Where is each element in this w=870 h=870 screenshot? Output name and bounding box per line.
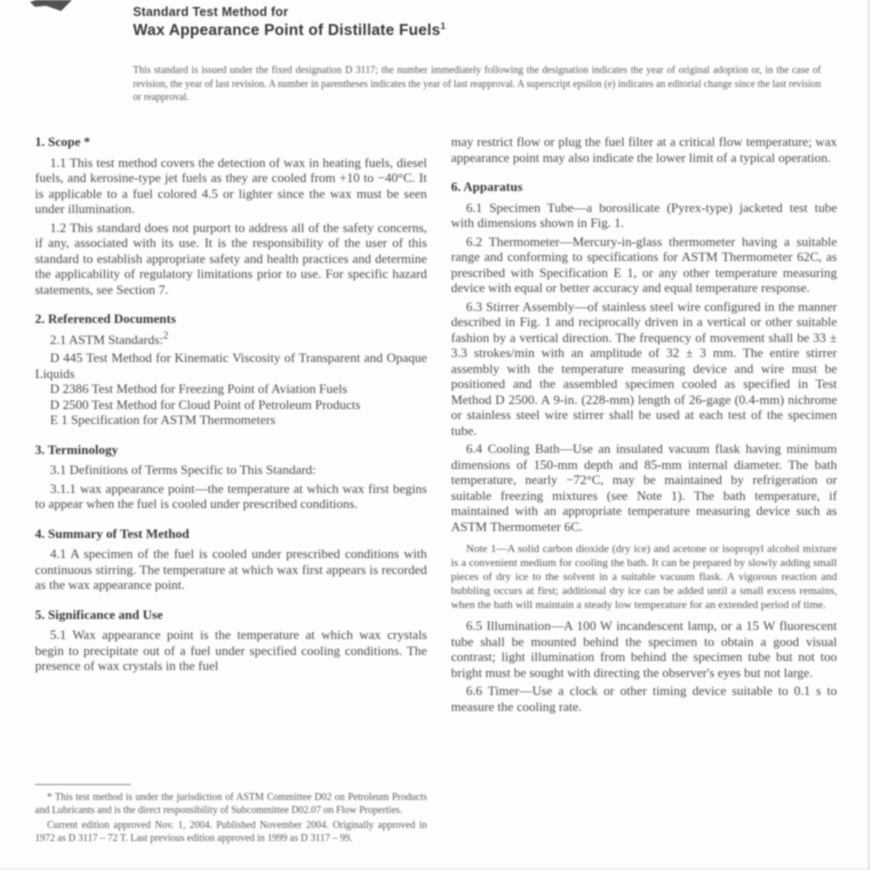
paragraph-6-6: 6.6 Timer—Use a clock or other timing device suitable to 0.1 s to measure the cooling rate. (451, 683, 837, 714)
astm-standards-label: 2.1 ASTM Standards: (50, 331, 164, 347)
reference-item-d2500: D 2500 Test Method for Cloud Point of Petroleum Products (50, 396, 361, 412)
paragraph-6-4: 6.4 Cooling Bath—Use an insulated vacuum flask having minimum dimensions of 150-mm depth and 85-mm internal diameter. The bath temperature, nearly −72°C, may be maintained by refrigeration or suitable freezing mixtures (see Note 1). The bath temperature, if maintained with an appropriate temperature measuring device such as ASTM Thermometer 6C. (451, 441, 837, 534)
reference-item-e1: E 1 Specification for ASTM Thermometers (50, 412, 276, 427)
section-heading-scope: 1. Scope * (35, 134, 91, 149)
footnote-block (35, 784, 427, 847)
ref-footnote-marker: 2 (163, 329, 169, 342)
issue-disclaimer: This standard is issued under the fixed designation D 3117; the number immediately following the designation indicates the year of original adoption or, in the case of revision, the year of last revision. A number in parentheses indicates the year of last reapproval. A superscript epsilon (e) indicates an editorial change since the last revision or reapproval. (133, 65, 821, 103)
paragraph-5-1: 5.1 Wax appearance point is the temperature at which wax crystals begin to precipitate out of a fuel under specified cooling conditions. The presence of wax crystals in the fuel (35, 627, 427, 673)
document-title-text: Wax Appearance Point of Distillate Fuels (133, 22, 441, 39)
paragraph-6-3: 6.3 Stirrer Assembly—of stainless steel wire configured in the manner described in Fig. 1 and reciprocally driven in a vertical or other suitable fashion by a vertical direction. The frequency of movement shall be 33 ± 3.3 strokes/min with an amplitude of 32 ± 3 mm. The entire stirrer assembly with the temperature measuring device and wire must be positioned and the assembled specimen cooled as specified in Test Method D 2500. A 9-in. (228-mm) length of 26-gage (0.4-mm) nichrome or stainless steel wire stirrer shall be used at each test of the specimen tube. (451, 298, 837, 438)
note-1: Note 1—A solid carbon dioxide (dry ice) and acetone or isopropyl alcohol mixture is a convenient medium for cooling the bath. It can be prepared by slowly adding small pieces of dry ice to the solvent in a suitable vacuum flask. A vigorous reaction and bubbling occurs at first; additional dry ice can be added until a small excess remains, when the bath will maintain a steady low temperature for an extended period of time. (451, 543, 837, 611)
document-title (133, 22, 833, 40)
section-heading-significance: 5. Significance and Use (35, 606, 163, 622)
section-heading-referenced-documents: 2. Referenced Documents (35, 311, 176, 326)
paragraph-6-1: 6.1 Specimen Tube—a borosilicate (Pyrex-type) jacketed test tube with dimensions shown in Fig. 1. (451, 199, 837, 230)
scan-artifact-mark (30, 0, 72, 11)
paragraph-4-1: 4.1 A specimen of the fuel is cooled under prescribed conditions with continuous stirring. The temperature at which wax first appears is recorded as the wax appearance point. (35, 546, 427, 592)
paragraph-6-2: 6.2 Thermometer—Mercury-in-glass thermometer having a suitable range and conforming to specifications for ASTM Thermometer 62C, as prescribed with Specification E 1, or any other temperature measuring device with equal or better accuracy and equal temperature response. (451, 233, 837, 295)
footnote-jurisdiction: * This test method is under the jurisdiction of ASTM Committee D02 on Petroleum Products and Lubricants and is the direct responsibility of Subcommittee D02.07 on Flow Properties. (35, 792, 427, 816)
section-heading-summary: 4. Summary of Test Method (35, 525, 190, 541)
section-heading-apparatus: 6. Apparatus (451, 179, 523, 194)
paragraph-1-1: 1.1 This test method covers the detection of wax in heating fuels, diesel fuels, and kerosine-type jet fuels as they are cooled from +10 to −40°C. It is applicable to a fuel colored 4.5 or lighter since the wax must be seen under illumination. (35, 154, 427, 216)
left-column (35, 134, 427, 677)
document-title-kicker: Standard Test Method for (133, 5, 289, 19)
reference-item-d2386: D 2386 Test Method for Freezing Point of Aviation Fuels (50, 381, 348, 396)
footnote-rule (35, 784, 131, 785)
paragraph-3-1-1: 3.1.1 wax appearance point—the temperature at which wax first begins to appear when the fuel is cooled under prescribed conditions. (35, 480, 427, 511)
paragraph-6-5: 6.5 Illumination—A 100 W incandescent lamp, or a 15 W fluorescent tube shall be mounted behind the specimen to obtain a good visual contrast; light illumination from behind the specimen tube but not too bright must be sought with directing the observer's eyes but not large. (451, 618, 837, 680)
title-block (133, 5, 833, 40)
paragraph-2-1 (35, 329, 427, 348)
section-heading-terminology: 3. Terminology (35, 441, 119, 457)
paragraph-1-2: 1.2 This standard does not purport to address all of the safety concerns, if any, associated with its use. It is the responsibility of the user of this standard to establish appropriate safety and health practices and determine the applicability of regulatory limitations prior to use. For specific hazard statements, see Section 7. (35, 219, 427, 297)
right-column (451, 134, 837, 717)
title-footnote-marker: 1 (440, 20, 446, 31)
reference-item-d445: D 445 Test Method for Kinematic Viscosity of Transparent and Opaque Liquids (35, 350, 427, 381)
footnote-edition: Current edition approved Nov. 1, 2004. Published November 2004. Originally approved in 1972 as D 3117 – 72 T. Last previous edition approved in 1999 as D 3117 – 99. (35, 820, 427, 844)
page-edge-shadow-right (866, 0, 870, 870)
paragraph-3-1: 3.1 Definitions of Terms Specific to This Standard: (50, 462, 316, 477)
paragraph-5-1-continued: may restrict flow or plug the fuel filter at a critical flow temperature; wax appearance point may also indicate the lower limit of a typical operation. (451, 134, 837, 165)
